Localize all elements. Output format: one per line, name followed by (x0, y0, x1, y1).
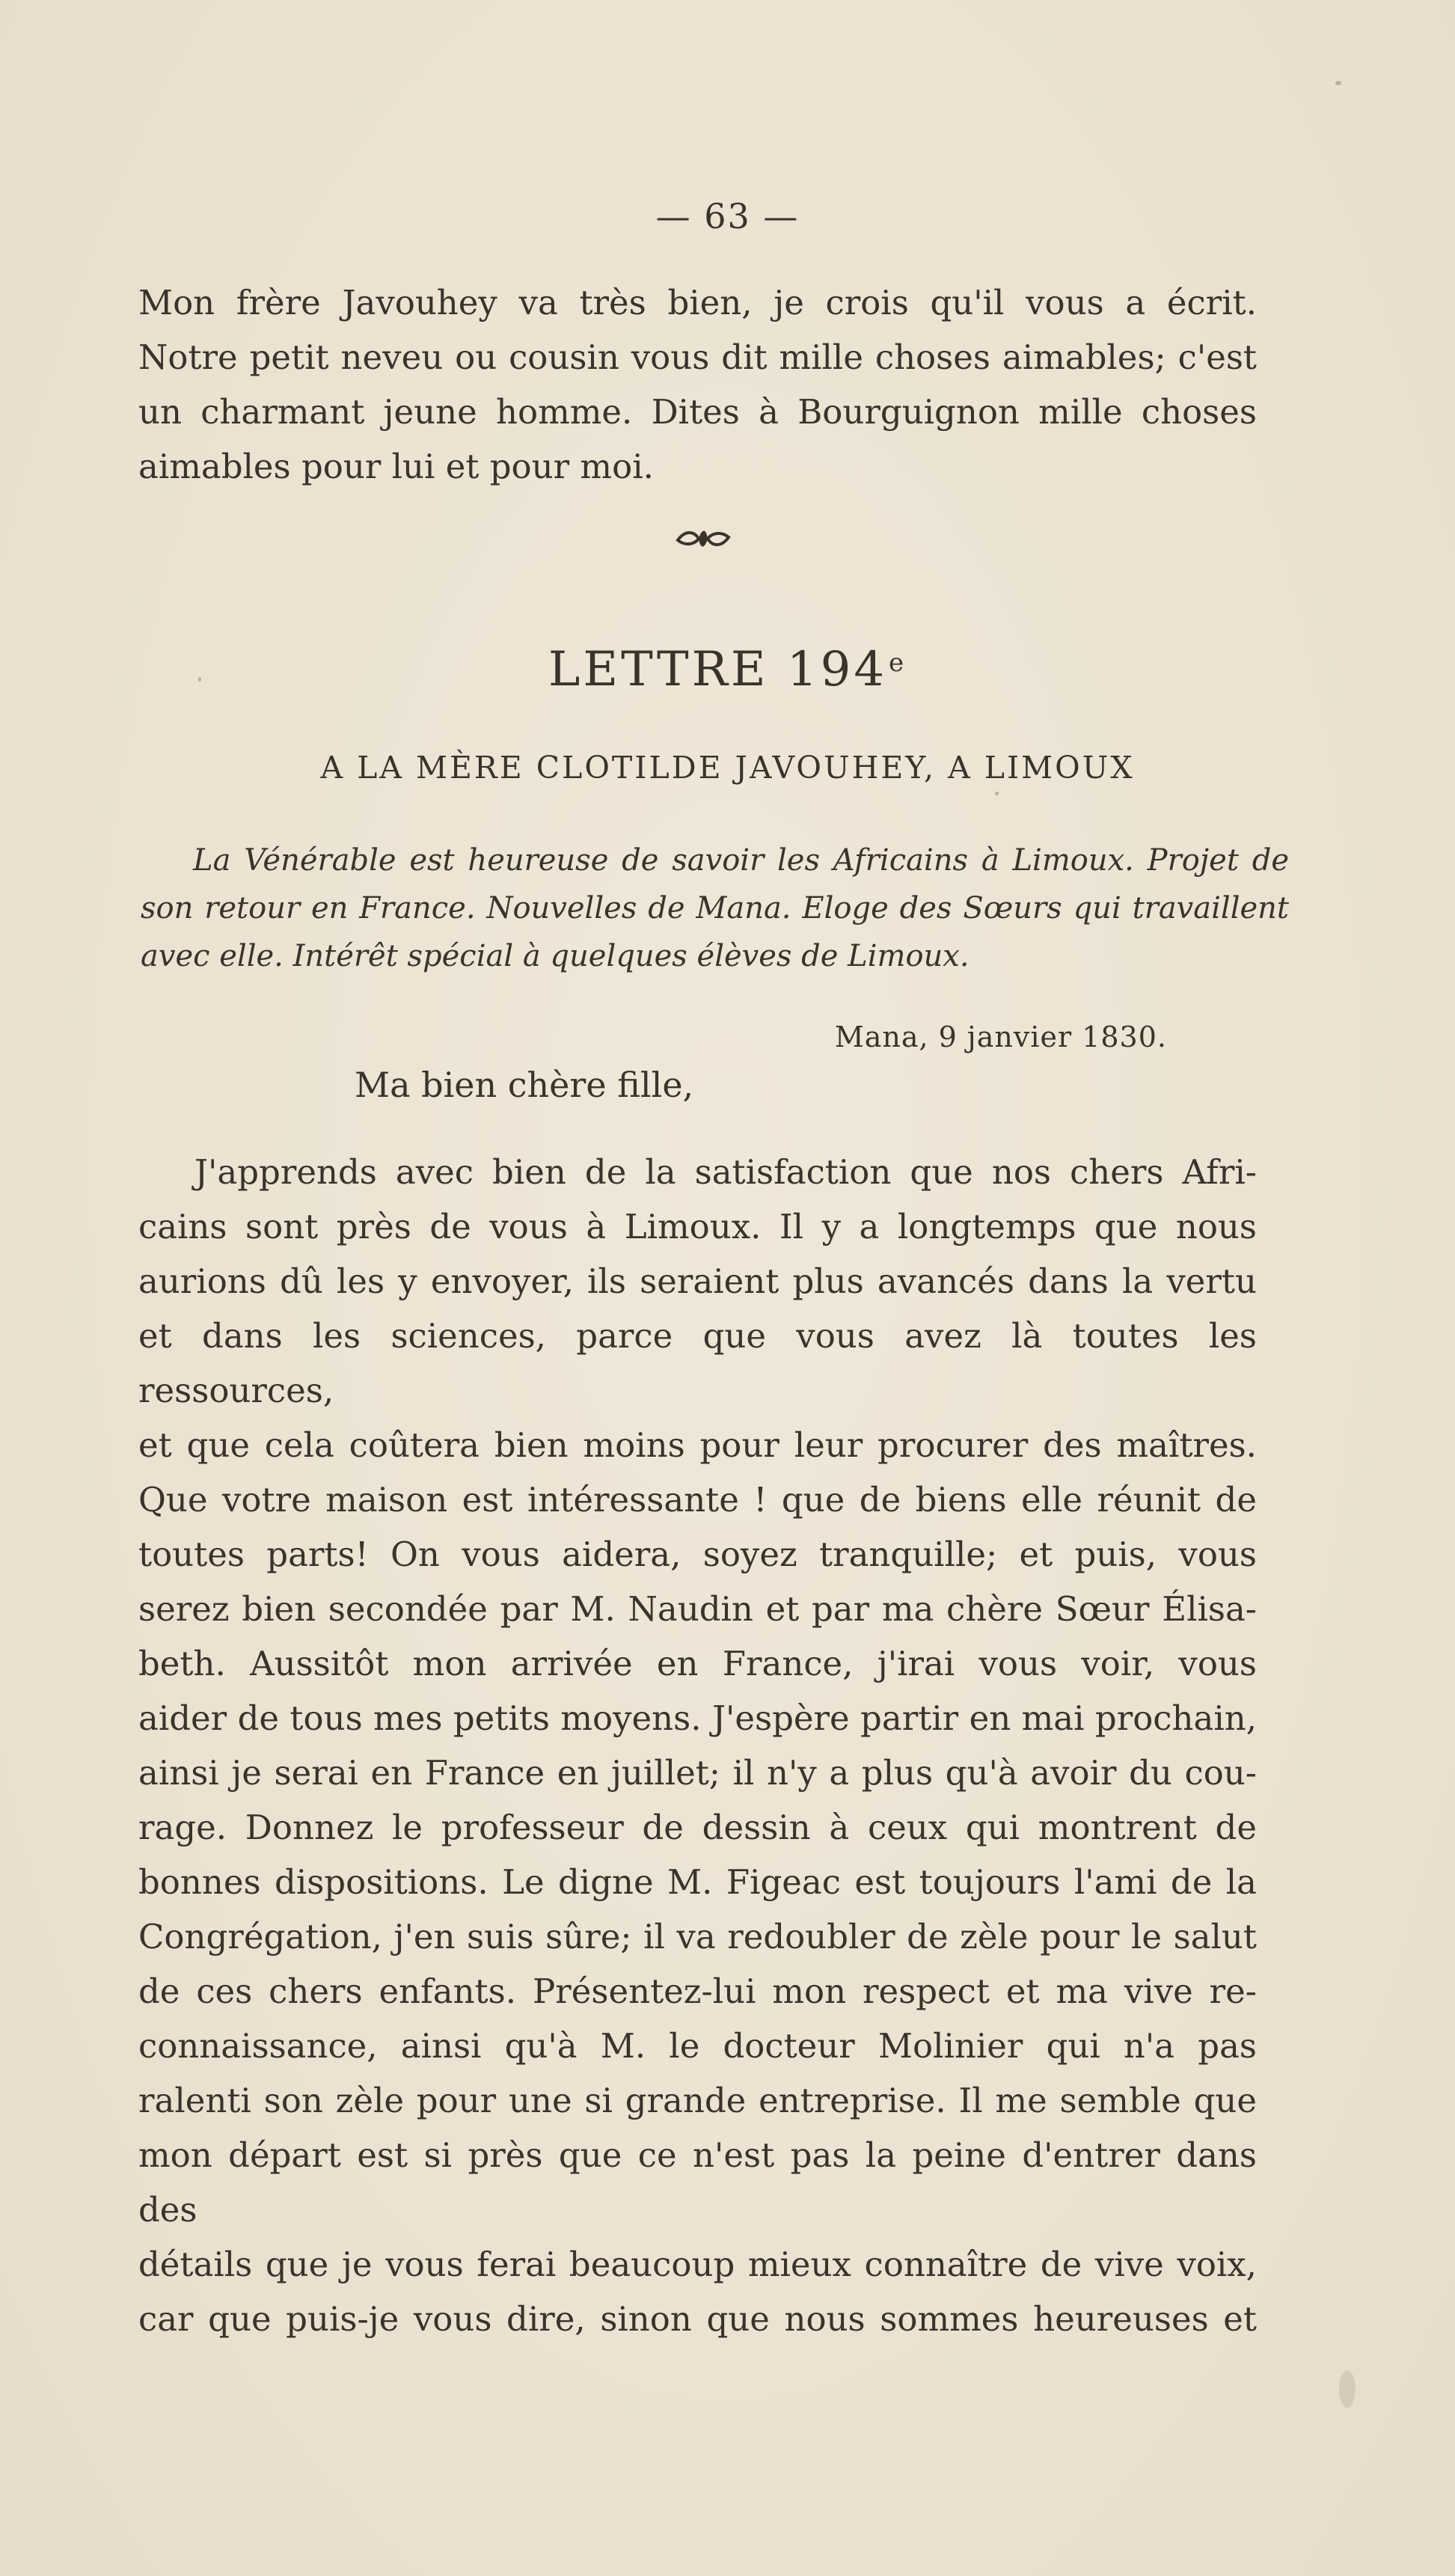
body-line: rage. Donnez le professeur de dessin à ceux qui montrent de (138, 1808, 1257, 1847)
intro-line: un charmant jeune homme. Dites à Bourguignon mille choses (138, 392, 1257, 432)
paper-speck (198, 677, 201, 682)
paper-speck (995, 792, 999, 795)
body-line: détails que je vous ferai beaucoup mieux connaître de vive voix, (138, 2245, 1257, 2284)
intro-line: Notre petit neveu ou cousin vous dit mille choses aimables; c'est (138, 337, 1257, 377)
letter-recipient: A LA MÈRE CLOTILDE JAVOUHEY, A LIMOUX (320, 750, 1135, 786)
body-line: toutes parts! On vous aidera, soyez tranquille; et puis, vous (138, 1535, 1257, 1574)
body-line: aurions dû les y envoyer, ils seraient plus avancés dans la vertu (138, 1261, 1257, 1301)
body-line: de ces chers enfants. Présentez-lui mon respect et ma vive re- (138, 1971, 1257, 2011)
summary-line: avec elle. Intérêt spécial à quelques élèves de Limoux. (141, 939, 970, 973)
body-line: car que puis-je vous dire, sinon que nous sommes heureuses et (138, 2299, 1257, 2339)
body-line: et que cela coûtera bien moins pour leur procurer des maîtres. (138, 1425, 1257, 1465)
body-line: serez bien secondée par M. Naudin et par ma chère Sœur Élisa- (138, 1589, 1257, 1629)
body-line: ralenti son zèle pour une si grande entreprise. Il me semble que (138, 2081, 1257, 2120)
body-line: cains sont près de vous à Limoux. Il y a longtemps que nous (138, 1207, 1257, 1246)
intro-line: Mon frère Javouhey va très bien, je crois qu'il vous a écrit. (138, 283, 1257, 322)
letter-title-superscript: e (889, 648, 907, 678)
paper-speck (1339, 2370, 1356, 2408)
body-line: mon départ est si près que ce n'est pas la peine d'entrer dans des (138, 2135, 1257, 2230)
paper-speck (1335, 81, 1341, 85)
intro-paragraph (138, 275, 1257, 494)
body-line: Congrégation, j'en suis sûre; il va redoubler de zèle pour le salut (138, 1917, 1257, 1957)
body-line: ainsi je serai en France en juillet; il n'y a plus qu'à avoir du cou- (138, 1753, 1257, 1793)
summary-line: La Vénérable est heureuse de savoir les Africains à Limoux. Projet de (193, 843, 1289, 878)
fleuron-ornament-icon (675, 524, 732, 554)
page-number: — 63 — (655, 196, 800, 236)
dateline: Mana, 9 janvier 1830. (834, 1021, 1167, 1053)
intro-line: aimables pour lui et pour moi. (138, 447, 654, 486)
letter-title-text: LETTRE 194 (548, 642, 888, 697)
salutation: Ma bien chère fille, (355, 1065, 694, 1105)
body-line: beth. Aussitôt mon arrivée en France, j'irai vous voir, vous (138, 1644, 1257, 1683)
body-line: Que votre maison est intéressante ! que de biens elle réunit de (138, 1480, 1257, 1520)
body-line: connaissance, ainsi qu'à M. le docteur Molinier qui n'a pas (138, 2026, 1257, 2066)
body-line: bonnes dispositions. Le digne M. Figeac est toujours l'ami de la (138, 1862, 1257, 1902)
body-line: J'apprends avec bien de la satisfaction que nos chers Afri- (194, 1152, 1257, 1192)
letter-body (138, 1145, 1257, 2346)
summary-line: son retour en France. Nouvelles de Mana. Eloge des Sœurs qui travaillent (141, 891, 1289, 926)
letter-title (0, 642, 1455, 697)
body-line: aider de tous mes petits moyens. J'espère partir en mai prochain, (138, 1698, 1257, 1738)
letter-summary (141, 836, 1289, 980)
body-line: et dans les sciences, parce que vous avez là toutes les ressources, (138, 1316, 1257, 1410)
